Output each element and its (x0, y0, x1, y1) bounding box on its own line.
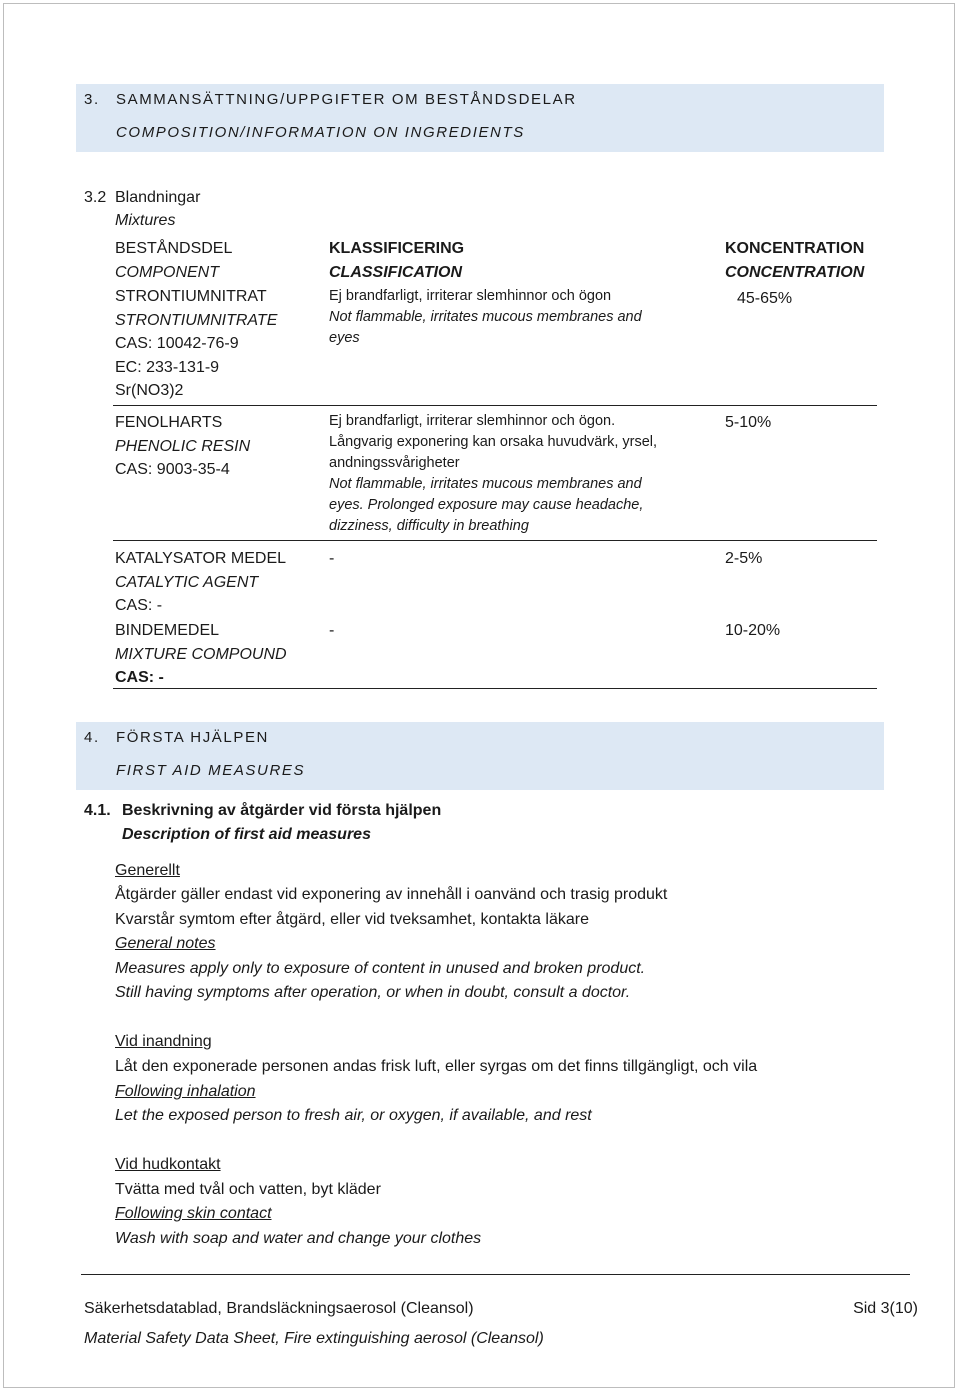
table-row-fenolharts-component: FENOLHARTS PHENOLIC RESIN CAS: 9003-35-4 (115, 414, 251, 478)
header-component-sv: BESTÅNDSDEL (115, 240, 233, 257)
subsection-4-1-number: 4.1. (84, 802, 111, 819)
skin-heading-en: Following skin contact (115, 1205, 272, 1222)
table-row-bindemedel-classification: - (329, 622, 335, 639)
section-3-title-sv: SAMMANSÄTTNING/UPPGIFTER OM BESTÅNDSDELAR (116, 91, 577, 108)
header-component-en: COMPONENT (115, 263, 219, 281)
skin-heading-sv: Vid hudkontakt (115, 1156, 221, 1173)
table-row-divider (113, 405, 877, 406)
section-3-title-en: COMPOSITION/INFORMATION ON INGREDIENTS (116, 124, 525, 141)
general-heading-en: General notes (115, 935, 216, 952)
general-line1-en: Measures apply only to exposure of content in unused and broken product. (115, 960, 646, 977)
header-concentration (725, 237, 864, 284)
table-row-strontiumnitrat-concentration: 45-65% (737, 290, 793, 307)
subsection-4-1-title-sv: Beskrivning av åtgärder vid första hjälpen (122, 802, 442, 819)
section-3-number: 3. (84, 91, 100, 108)
general-line2-sv: Kvarstår symtom efter åtgärd, eller vid tveksamhet, kontakta läkare (115, 911, 589, 928)
section-4-title-sv: FÖRSTA HJÄLPEN (116, 729, 269, 746)
table-row-fenolharts-classification: Ej brandfarligt, irriterar slemhinnor och ögon. Långvarig exponering kan orsaka huvudvärk, yrsel, andningssvårigheter Not flammable, irritates mucous membranes and eyes. Prolonged exposure may cause headache, dizziness, difficulty in breathing (329, 413, 658, 534)
subsection-3-2-title-sv: Blandningar (115, 189, 201, 206)
inhalation-text-sv: Låt den exponerade personen andas frisk luft, eller syrgas om det finns tillgängligt, och vila (115, 1058, 758, 1075)
inhalation-text-en: Let the exposed person to fresh air, or oxygen, if available, and rest (115, 1107, 592, 1124)
table-row-katalysator-classification: - (329, 550, 335, 567)
general-line2-en: Still having symptoms after operation, or when in doubt, consult a doctor. (115, 984, 631, 1001)
general-heading-sv: Generellt (115, 862, 180, 879)
skin-text-sv: Tvätta med tvål och vatten, byt kläder (115, 1181, 381, 1198)
footer-title-en: Material Safety Data Sheet, Fire extinguishing aerosol (Cleansol) (84, 1330, 544, 1347)
table-row-katalysator-concentration: 2-5% (725, 550, 763, 567)
section-4-number: 4. (84, 729, 100, 746)
table-row-strontiumnitrat-classification: Ej brandfarligt, irriterar slemhinnor och ögon Not flammable, irritates mucous membranes and eyes (329, 288, 642, 346)
table-row-bindemedel-component: BINDEMEDEL MIXTURE COMPOUND CAS: - (115, 622, 287, 686)
table-row-bindemedel-concentration: 10-20% (725, 622, 781, 639)
table-bottom-border (113, 688, 877, 689)
header-component (115, 237, 232, 284)
table-row-katalysator-component: KATALYSATOR MEDEL CATALYTIC AGENT CAS: - (115, 550, 287, 614)
table-row-divider (113, 540, 877, 541)
header-classification-en: CLASSIFICATION (329, 263, 463, 281)
general-line1-sv: Åtgärder gäller endast vid exponering av innehåll i oanvänd och trasig produkt (115, 886, 668, 903)
section-4-header (76, 722, 884, 790)
footer-divider (81, 1274, 910, 1275)
header-concentration-sv: KONCENTRATION (725, 240, 865, 257)
section-4-title-en: FIRST AID MEASURES (116, 762, 306, 779)
header-concentration-en: CONCENTRATION (725, 263, 865, 281)
header-classification-sv: KLASSIFICERING (329, 240, 465, 257)
footer-title-sv: Säkerhetsdatablad, Brandsläckningsaerosol (Cleansol) (84, 1300, 474, 1317)
section-3-header (76, 84, 884, 152)
inhalation-heading-en: Following inhalation (115, 1083, 256, 1100)
subsection-3-2-number: 3.2 (84, 189, 107, 206)
skin-text-en: Wash with soap and water and change your clothes (115, 1230, 482, 1247)
subsection-4-1-title-en: Description of first aid measures (122, 826, 371, 843)
footer-page-number: Sid 3(10) (853, 1300, 918, 1317)
table-row-strontiumnitrat-component: STRONTIUMNITRAT STRONTIUMNITRATE CAS: 10042-76-9 EC: 233-131-9 Sr(NO3)2 (115, 288, 278, 399)
header-classification (329, 237, 464, 284)
subsection-3-2-title-en: Mixtures (115, 212, 176, 229)
table-row-fenolharts-concentration: 5-10% (725, 414, 772, 431)
inhalation-heading-sv: Vid inandning (115, 1033, 212, 1050)
